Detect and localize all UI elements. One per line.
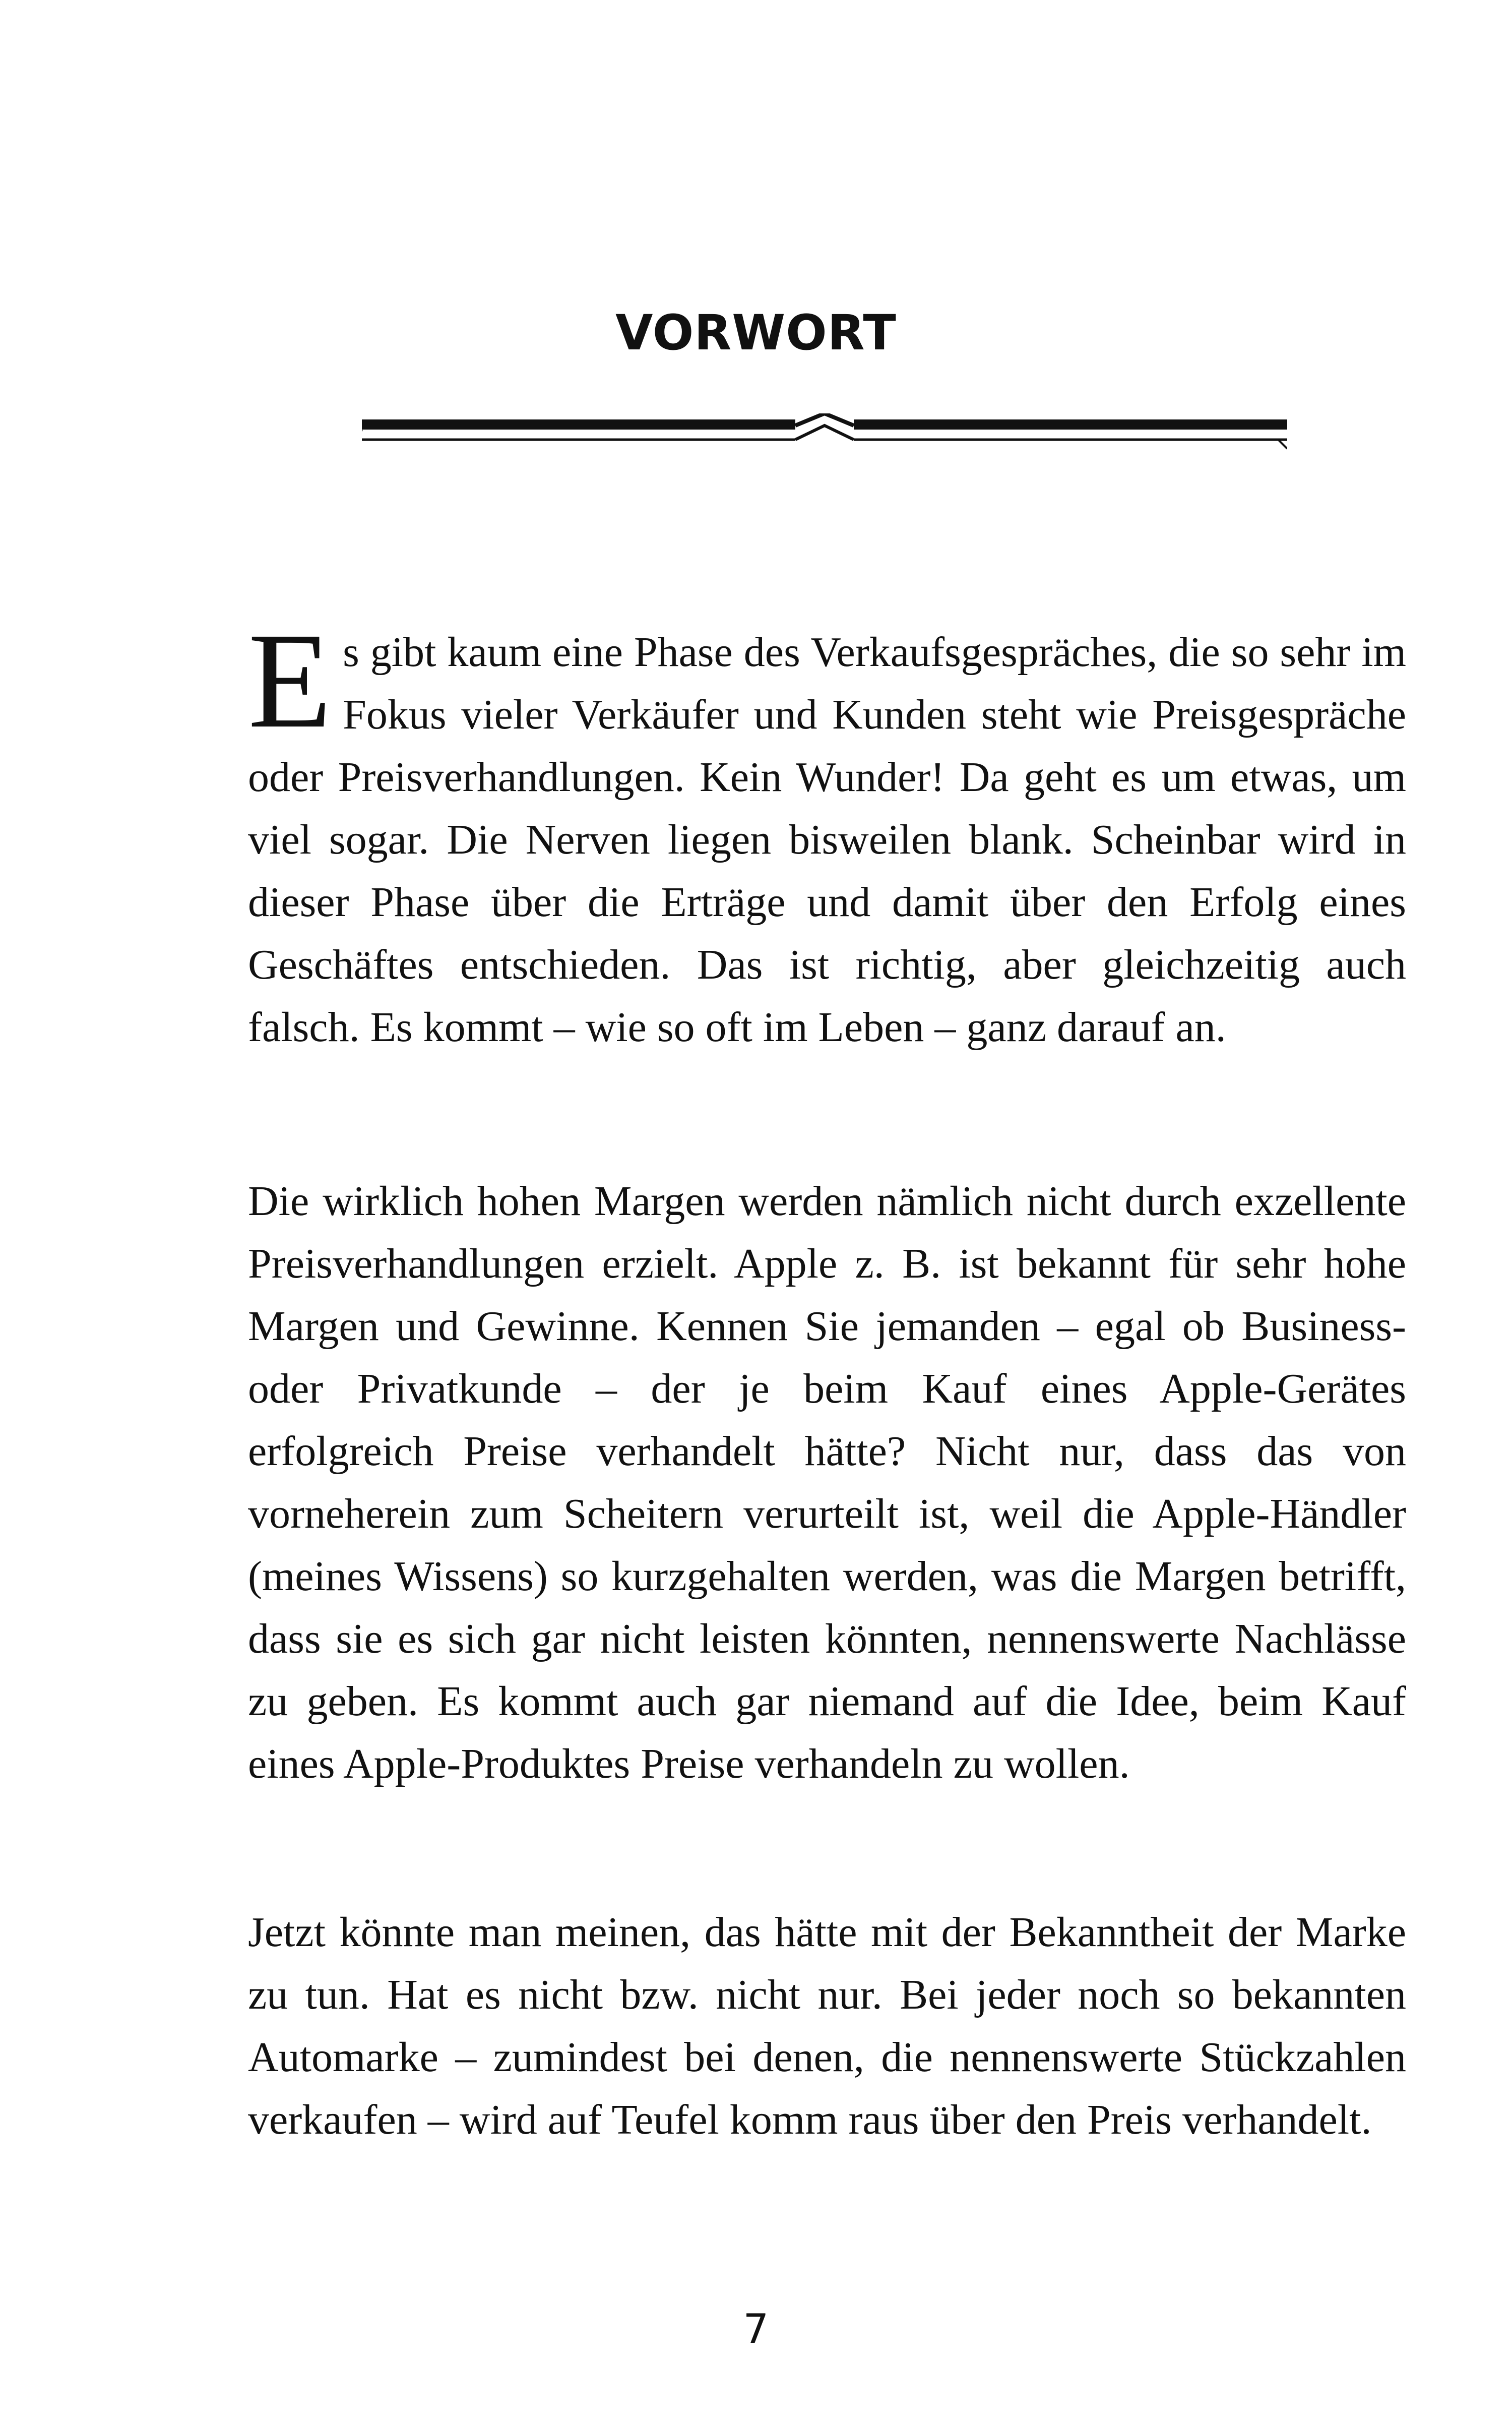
- title-divider-ornament: [362, 413, 1287, 459]
- page-number: 7: [743, 2306, 769, 2352]
- paragraph-1-text: s gibt kaum eine Phase des Verkaufsgespräches, die so sehr im Fokus vieler Verkäufer und Kunden steht wie Preisgespräche oder Preisverhandlungen. Kein Wunder! Da geht es um etwas, um viel sogar. Die Nerven liegen bisweilen blank. Scheinbar wird in dieser Phase über die Erträge und damit über den Erfolg eines Geschäftes entschieden. Das ist richtig, aber gleichzeitig auch falsch. Es kommt – wie so oft im Leben – ganz darauf an.: [248, 629, 1406, 1051]
- paragraph-3: Jetzt könnte man meinen, das hätte mit der Bekanntheit der Marke zu tun. Hat es nicht bzw. nicht nur. Bei jeder noch so bekannten Automarke – zumindest bei denen, die nennenswerte Stückzahlen verkaufen – wird auf Teufel komm raus über den Preis verhandelt.: [248, 1909, 1406, 2143]
- drop-cap-initial: E: [248, 604, 332, 756]
- paragraph-2: Die wirklich hohen Margen werden nämlich nicht durch exzellente Preisverhandlungen erzielt. Apple z. B. ist bekannt für sehr hohe Margen und Gewinne. Kennen Sie jemanden – egal ob Business- oder Privatkunde – der je beim Kauf eines Apple-Gerätes erfolgreich Preise verhandelt hätte? Nicht nur, dass das von vorneherein zum Scheitern verurteilt ist, weil die Apple-Händler (meines Wissens) so kurzgehalten werden, was die Margen betrifft, dass sie es sich gar nicht leisten könnten, nennenswerte Nachlässe zu geben. Es kommt auch gar niemand auf die Idee, beim Kauf eines Apple-Produktes Preise verhandeln zu wollen.: [248, 1178, 1406, 1787]
- paragraph-1: [248, 604, 1406, 1059]
- chapter-title: VORWORT: [615, 305, 897, 361]
